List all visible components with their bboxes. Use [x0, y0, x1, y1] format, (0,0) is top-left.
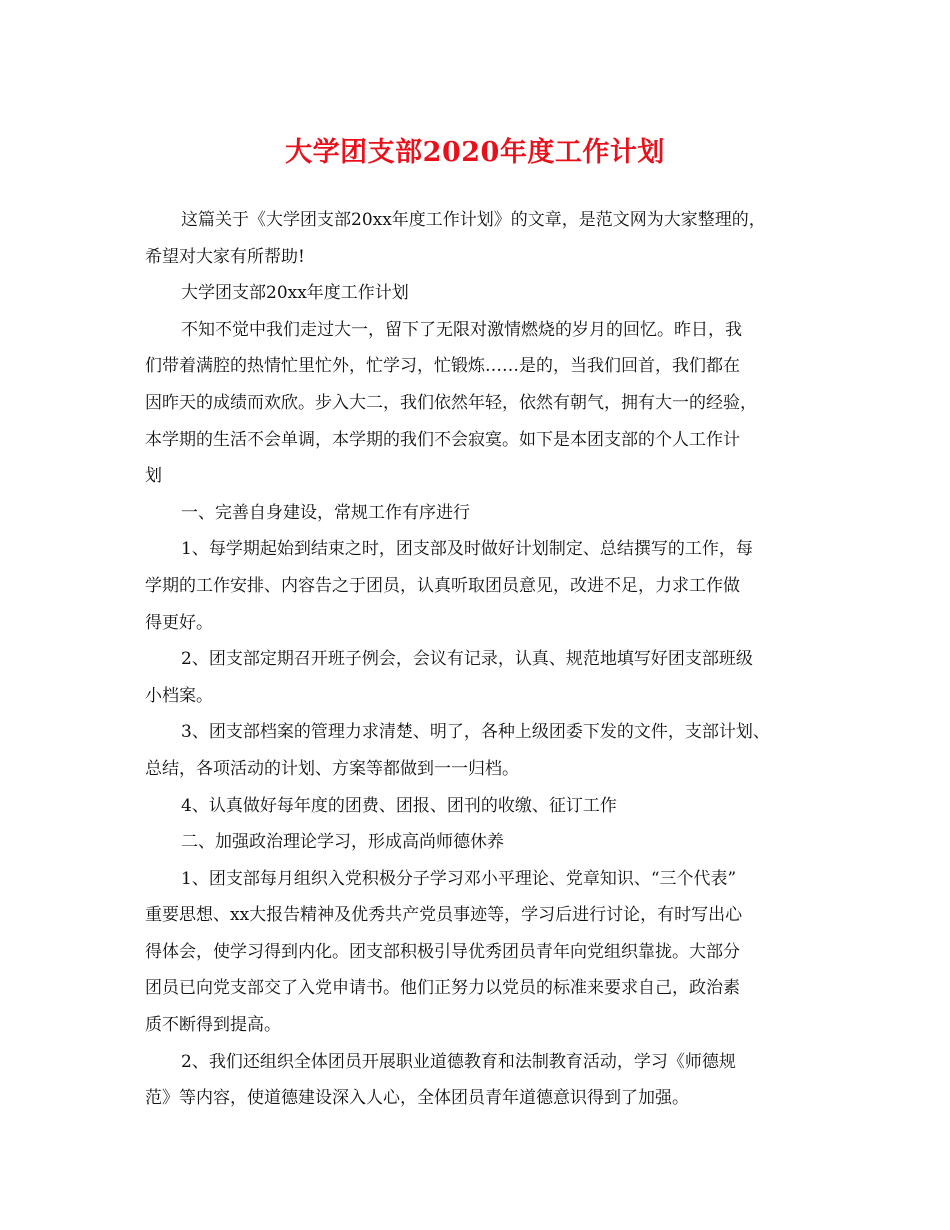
body-line: 一、完善自身建设，常规工作有序进行	[181, 502, 470, 523]
body-line: 1、团支部每月组织入党积极分子学习邓小平理论、党章知识、“三个代表”	[181, 868, 737, 889]
body-line: 小档案。	[145, 685, 213, 706]
body-line: 学期的工作安排、内容告之于团员，认真听取团员意见，改进不足，力求工作做	[145, 575, 740, 596]
body-line: 重要思想、xx大报告精神及优秀共产党员事迹等，学习后进行讨论，有时写出心	[145, 905, 743, 926]
body-line: 不知不觉中我们走过大一，留下了无限对激情燃烧的岁月的回忆。昨日，我	[181, 319, 742, 340]
body-line: 大学团支部20xx年度工作计划	[181, 283, 409, 304]
body-line: 得体会，使学习得到内化。团支部积极引导优秀团员青年向党组织靠拢。大部分	[145, 941, 740, 962]
body-line: 得更好。	[145, 612, 213, 633]
body-line: 划	[145, 466, 162, 487]
body-line: 团员已向党支部交了入党申请书。他们正努力以党员的标准来要求自己，政治素	[145, 978, 740, 999]
body-line: 质不断得到提高。	[145, 1015, 281, 1036]
body-line: 这篇关于《大学团支部20xx年度工作计划》的文章，是范文网为大家整理的，	[181, 210, 766, 230]
body-line: 2、我们还组织全体团员开展职业道德教育和法制教育活动，学习《师德规	[181, 1051, 736, 1072]
body-line: 范》等内容，使道德建设深入人心，全体团员青年道德意识得到了加强。	[145, 1088, 689, 1109]
body-line: 们带着满腔的热情忙里忙外，忙学习，忙锻炼……是的，当我们回首，我们都在	[145, 356, 740, 377]
document-title: 大学团支部2020年度工作计划	[285, 137, 665, 168]
body-line: 1、每学期起始到结束之时，团支部及时做好计划制定、总结撰写的工作，每	[181, 539, 753, 560]
document-body	[145, 202, 815, 1117]
body-line: 因昨天的成绩而欢欣。步入大二，我们依然年轻，依然有朝气，拥有大一的经验，	[145, 392, 757, 413]
body-line: 希望对大家有所帮助!	[145, 246, 305, 267]
body-line: 二、加强政治理论学习，形成高尚师德休养	[181, 832, 504, 853]
body-line: 本学期的生活不会单调，本学期的我们不会寂寞。如下是本团支部的个人工作计	[145, 429, 740, 450]
body-line: 总结，各项活动的计划、方案等都做到一一归档。	[145, 758, 519, 779]
body-line: 2、团支部定期召开班子例会，会议有记录，认真、规范地填写好团支部班级	[181, 649, 753, 670]
body-line: 4、认真做好每年度的团费、团报、团刊的收缴、征订工作	[181, 795, 617, 816]
body-line: 3、团支部档案的管理力求清楚、明了，各种上级团委下发的文件，支部计划、	[181, 722, 770, 743]
